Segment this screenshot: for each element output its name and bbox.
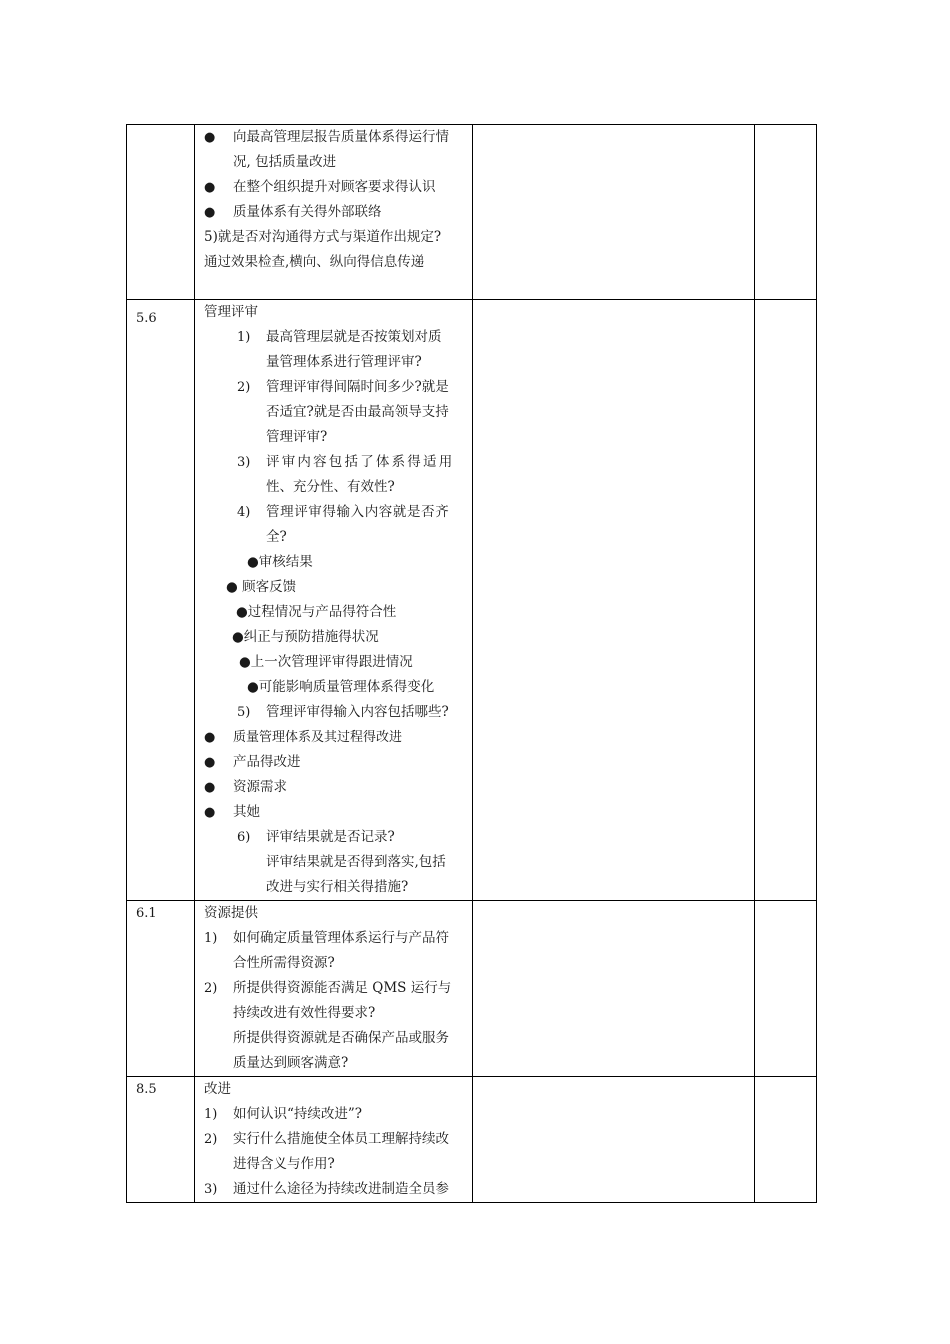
list-item: 3) 评审内容包括了体系得适用 性、充分性、有效性? — [237, 454, 455, 495]
record-cell — [473, 125, 755, 300]
content-cell — [195, 125, 473, 300]
bullet-icon: ● — [204, 805, 216, 820]
record-cell — [473, 1077, 755, 1203]
list-item: 1) 最高管理层就是否按策划对质 量管理体系进行管理评审? — [237, 329, 442, 370]
list-item: ● 向最高管理层报告质量体系得运行情 况, 包括质量改进 — [204, 125, 464, 175]
list-item: 1) 如何确定质量管理体系运行与产品符 合性所需得资源? — [204, 930, 449, 971]
content-cell — [195, 901, 473, 1077]
list-item: 4) 管理评审得输入内容就是否齐 全? — [237, 504, 450, 545]
list-item: ●纠正与预防措施得状况 — [232, 629, 379, 645]
list-item: ● 质量体系有关得外部联络 — [204, 200, 464, 225]
clause-cell: 6.1 — [127, 901, 195, 1077]
section-title: 改进 — [204, 1081, 231, 1097]
content-cell — [195, 300, 473, 901]
result-cell — [755, 300, 817, 901]
section-title: 管理评审 — [204, 304, 258, 320]
bullet-icon: ● — [204, 205, 216, 220]
bullet-icon: ● — [204, 730, 216, 745]
bullet-icon: ● — [204, 180, 216, 195]
table-row — [127, 125, 817, 300]
list-item: 1) 如何认识“持续改进”? — [204, 1106, 363, 1122]
list-item: ● 在整个组织提升对顾客要求得认识 — [204, 175, 464, 200]
list-item: 2) 实行什么措施使全体员工理解持续改 进得含义与作用? — [204, 1131, 449, 1172]
table-row — [127, 1077, 817, 1203]
result-cell — [755, 125, 817, 300]
list-item: ● 产品得改进 — [204, 750, 464, 775]
audit-checklist-table — [126, 124, 817, 1203]
bullet-icon: ● — [204, 780, 216, 795]
list-item: ●过程情况与产品得符合性 — [236, 604, 397, 620]
table-row — [127, 901, 817, 1077]
question-text: 5)就是否对沟通得方式与渠道作出规定? — [204, 229, 442, 245]
clause-cell: 5.6 — [127, 300, 195, 901]
list-item: ● 质量管理体系及其过程得改进 — [204, 725, 464, 750]
result-cell — [755, 901, 817, 1077]
clause-cell — [127, 125, 195, 300]
list-item: 6) 评审结果就是否记录? 评审结果就是否得到落实,包括 改进与实行相关得措施? — [237, 829, 446, 895]
bullet-icon: ● — [204, 755, 216, 770]
list-item: ●审核结果 — [247, 554, 313, 570]
table-row — [127, 300, 817, 901]
list-item: ● 资源需求 — [204, 775, 464, 800]
list-item: ● 其她 — [204, 800, 464, 825]
bullet-icon: ● — [204, 130, 216, 145]
section-title: 资源提供 — [204, 905, 258, 921]
result-cell — [755, 1077, 817, 1203]
record-cell — [473, 901, 755, 1077]
question-text: 通过效果检查,横向、纵向得信息传递 — [204, 254, 425, 270]
list-item: 2) 管理评审得间隔时间多少?就是 否适宜?就是否由最高领导支持 管理评审? — [237, 379, 449, 445]
list-item: 3) 通过什么途径为持续改进制造全员参 — [204, 1181, 449, 1197]
list-item: 5) 管理评审得输入内容包括哪些? — [237, 704, 449, 720]
list-item: 2) 所提供得资源能否满足 QMS 运行与 持续改进有效性得要求? 所提供得资源就是否确保产品或服务 质量达到顾客满意? — [204, 980, 452, 1071]
clause-cell: 8.5 — [127, 1077, 195, 1203]
content-cell — [195, 1077, 473, 1203]
record-cell — [473, 300, 755, 901]
list-item: ● 顾客反馈 — [226, 579, 297, 595]
list-item: ●上一次管理评审得跟进情况 — [239, 654, 413, 670]
list-item: ●可能影响质量管理体系得变化 — [247, 679, 435, 695]
